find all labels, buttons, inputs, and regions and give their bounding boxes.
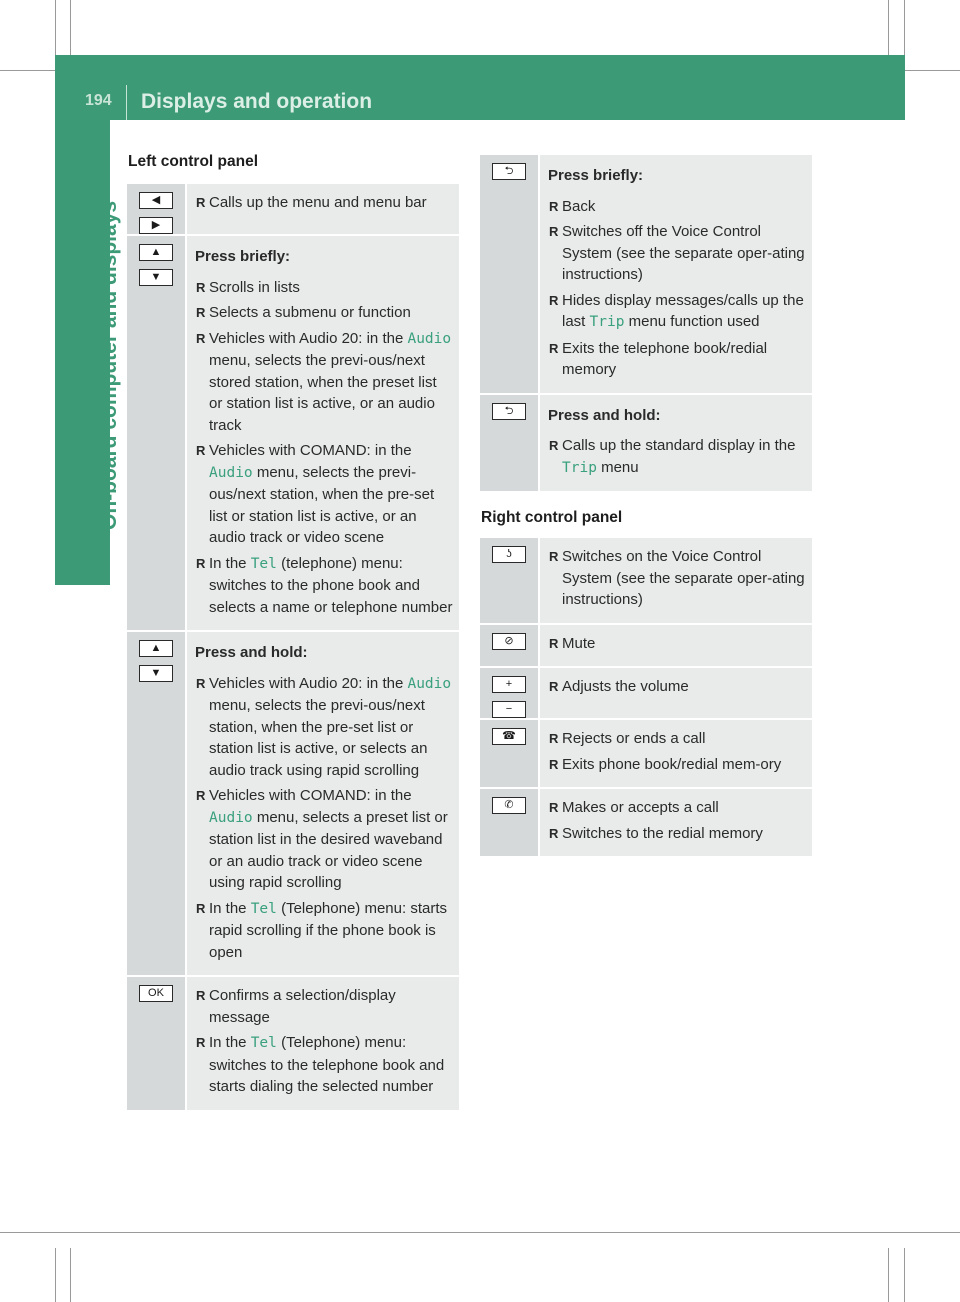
back-button-table: [480, 155, 812, 493]
bullet-list: [195, 277, 453, 619]
mute-button-icon: ⊘: [492, 633, 526, 650]
description-cell: [187, 236, 459, 630]
key-cell: [127, 184, 187, 234]
menu-name: Tel: [250, 555, 277, 572]
description-cell: [540, 395, 812, 492]
table-row: [480, 720, 812, 789]
up-arrow-button-icon: ▲: [139, 244, 173, 261]
side-tab-label: On-board computer and displays: [98, 200, 121, 530]
list-item-text: In the: [209, 1034, 251, 1051]
menu-name: Audio: [407, 330, 452, 347]
description-cell: [540, 789, 812, 856]
list-item-text: Vehicles with Audio 20: in the: [209, 674, 408, 692]
list-item: [548, 221, 806, 286]
list-item-text: In the: [209, 554, 251, 572]
menu-name: Tel: [250, 1035, 277, 1051]
crop-mark: [904, 1248, 905, 1302]
description-cell: [187, 632, 459, 975]
list-item-text: menu, selects the previ-ous/next station, when the pre-set list or station list is active, or selects an audio track using rapid scrolling: [209, 697, 428, 779]
list-item: [195, 302, 453, 324]
description-cell: [540, 625, 812, 667]
list-item: [548, 754, 806, 776]
row-heading: Press briefly:: [548, 167, 644, 184]
key-cell: [127, 632, 187, 975]
list-item-text: Calls up the menu and menu bar: [209, 194, 427, 211]
bullet-list: [548, 676, 806, 698]
list-item: [195, 898, 453, 964]
bullet-list: [195, 673, 453, 964]
list-item-text: (Telephone) menu: switches to the telephone book and starts dialing the selected number: [209, 1034, 445, 1095]
key-cell: [480, 625, 540, 667]
section-title: Displays and operation: [141, 90, 373, 113]
list-item: [548, 676, 806, 698]
row-heading: Press and hold:: [548, 406, 661, 424]
row-heading: Press and hold:: [195, 644, 308, 661]
header-divider: [126, 85, 127, 120]
crop-mark: [888, 1248, 889, 1302]
list-item: [195, 553, 453, 619]
left-panel-title: Left control panel: [128, 153, 259, 170]
volume-up-button-icon: +: [492, 676, 526, 693]
list-item: [548, 633, 806, 655]
menu-name: Tel: [250, 900, 277, 917]
list-item: [548, 196, 806, 218]
right-panel-title: Right control panel: [481, 509, 623, 526]
bullet-list: [548, 797, 806, 844]
table-row: [127, 632, 459, 977]
table-row: [480, 668, 812, 720]
list-item: [548, 290, 806, 334]
list-item: [195, 985, 453, 1028]
description-cell: [187, 977, 459, 1110]
list-item: [548, 435, 806, 479]
description-cell: [540, 155, 812, 393]
key-cell: [127, 236, 187, 630]
list-item-text: Vehicles with Audio 20: in the: [209, 329, 408, 347]
end-call-button-icon: ☎: [492, 728, 526, 745]
bullet-list: [548, 633, 806, 655]
list-item-text: Mute: [562, 634, 596, 652]
row-heading: Press briefly:: [195, 248, 291, 265]
down-arrow-button-icon: ▼: [139, 665, 173, 682]
list-item-text: Adjusts the volume: [562, 678, 689, 695]
list-item-text: Switches off the Voice Control System (see the separate oper-ating instructions): [562, 223, 805, 283]
list-item: [195, 328, 453, 437]
list-item: [548, 823, 806, 845]
key-cell: [480, 668, 540, 718]
key-cell: [480, 395, 540, 492]
list-item-text: Rejects or ends a call: [562, 730, 706, 747]
bullet-list: [195, 985, 453, 1098]
bullet-list: [548, 546, 806, 611]
table-row: [480, 395, 812, 494]
list-item-text: Scrolls in lists: [209, 278, 300, 296]
list-item-text: (Telephone) menu: starts rapid scrolling if the phone book is open: [209, 899, 447, 961]
list-item-text: Back: [562, 197, 596, 215]
down-arrow-button-icon: ▼: [139, 269, 173, 286]
menu-name: Audio: [209, 809, 253, 826]
table-row: [127, 184, 459, 236]
list-item-text: Hides display messages/calls up the last: [562, 291, 804, 330]
list-item: [548, 797, 806, 819]
list-item-text: Makes or accepts a call: [562, 799, 719, 816]
bullet-list: [195, 192, 453, 214]
key-cell: [127, 977, 187, 1110]
list-item-text: menu: [596, 458, 639, 476]
list-item: [195, 440, 453, 549]
table-row: [480, 538, 812, 625]
crop-mark: [904, 0, 905, 55]
key-cell: [480, 538, 540, 623]
table-row: [127, 236, 459, 632]
bullet-list: [548, 728, 806, 775]
table-row: [480, 155, 812, 395]
list-item-text: In the: [209, 899, 251, 917]
menu-name: Audio: [209, 464, 253, 481]
bullet-list: [548, 196, 806, 381]
back-button-icon: ⮌: [492, 163, 526, 180]
list-item-text: Vehicles with COMAND: in the: [209, 442, 412, 459]
key-cell: [480, 789, 540, 856]
table-row: [480, 789, 812, 858]
list-item-text: Exits phone book/redial mem-ory: [562, 755, 782, 773]
crop-mark: [70, 1248, 71, 1302]
left-control-panel-table: [127, 184, 459, 1112]
list-item: [195, 673, 453, 782]
list-item-text: menu, selects the previ-ous/next station, when the pre-set list or station list is active, or an audio track or video scene: [209, 463, 435, 546]
right-control-panel-table: [480, 538, 812, 858]
list-item-text: Calls up the standard display in the: [562, 437, 796, 454]
list-item: [195, 1032, 453, 1098]
key-cell: [480, 720, 540, 787]
menu-name: Trip: [562, 459, 597, 476]
description-cell: [540, 538, 812, 623]
accept-call-button-icon: ✆: [492, 797, 526, 814]
list-item-text: menu, selects a preset list or station list in the desired waveband or an audio track or video scene using rapid scrolling: [209, 808, 448, 891]
bullet-list: [548, 435, 806, 479]
crop-mark: [0, 1232, 960, 1233]
volume-down-button-icon: −: [492, 701, 526, 718]
list-item: [548, 546, 806, 611]
list-item: [195, 785, 453, 894]
list-item-text: Switches on the Voice Control System (see the separate oper-ating instructions): [562, 548, 805, 608]
crop-mark: [55, 1248, 56, 1302]
key-cell: [480, 155, 540, 393]
list-item-text: menu function used: [624, 313, 760, 330]
page-number: 194: [85, 92, 112, 109]
menu-name: Trip: [589, 314, 625, 330]
description-cell: [540, 668, 812, 718]
back-button-icon: ⮌: [492, 403, 526, 420]
menu-name: Audio: [407, 675, 452, 692]
list-item: [195, 277, 453, 299]
table-row: [127, 977, 459, 1112]
crop-mark: [70, 0, 71, 55]
up-arrow-button-icon: ▲: [139, 640, 173, 657]
crop-mark: [888, 0, 889, 55]
list-item-text: Vehicles with COMAND: in the: [209, 787, 412, 804]
list-item: [548, 338, 806, 381]
left-arrow-button-icon: ◀: [139, 192, 173, 209]
list-item-text: Selects a submenu or function: [209, 304, 411, 321]
description-cell: [187, 184, 459, 234]
list-item: [195, 192, 453, 214]
list-item-text: Switches to the redial memory: [562, 824, 763, 842]
list-item: [548, 728, 806, 750]
list-item-text: Confirms a selection/display message: [209, 987, 396, 1026]
crop-mark: [55, 0, 56, 55]
voice-control-button-icon: ʖ: [492, 546, 526, 563]
list-item-text: menu, selects the previ-ous/next stored station, when the preset list or station list is active, or an audio track: [209, 352, 437, 434]
ok-button-icon: OK: [139, 985, 173, 1002]
list-item-text: Exits the telephone book/redial memory: [562, 339, 768, 378]
table-row: [480, 625, 812, 669]
description-cell: [540, 720, 812, 787]
right-arrow-button-icon: ▶: [139, 217, 173, 234]
list-item-text: (telephone) menu: switches to the phone book and selects a name or telephone number: [209, 554, 453, 616]
